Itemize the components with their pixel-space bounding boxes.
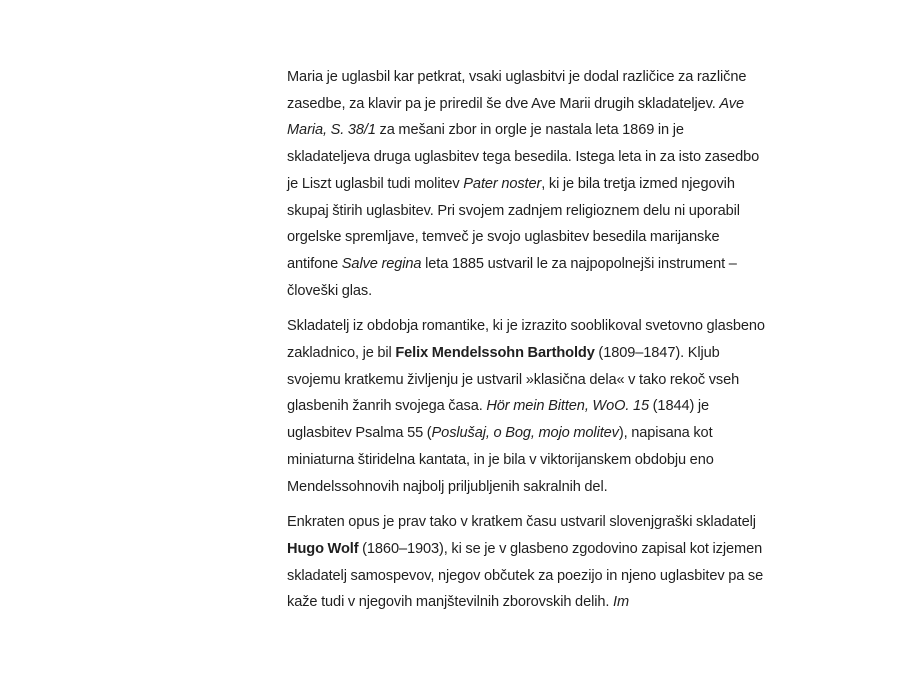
text-run: leta 1885 ustvaril le za najpopolnejši instrument – človeški glas. <box>287 255 737 299</box>
composer-name-mendelssohn: Felix Mendelssohn Bartholdy <box>395 345 595 362</box>
text-run: Enkraten opus je prav tako v kratkem času ustvaril slovenjgraški skladatelj <box>287 514 756 531</box>
text-run: Skladatelj iz obdobja romantike, ki je izrazito sooblikoval svetovno glasbeno zakladnico, je bil <box>287 318 765 362</box>
text-run: ), napisana kot miniaturna štiridelna kantata, in je bila v viktorijanskem obdobju eno Mendelssohnovih najbolj priljubljenih sakralnih del. <box>287 425 714 495</box>
paragraph-wolf <box>287 509 769 616</box>
text-run: (1860–1903), ki se je v glasbeno zgodovino zapisal kot izjemen skladatelj samospevov, njegov občutek za poezijo in njeno uglasbitev pa se kaže tudi v njegovih manjštevilnih zborovskih delih. <box>287 540 764 611</box>
text-run: (1809–1847). Kljub svojemu kratkemu življenju je ustvaril »klasična dela« v tako rekoč vseh glasbenih žanrih svojega časa. <box>287 345 740 415</box>
work-title-poslusaj: Poslušaj, o Bog, mojo molitev <box>431 425 619 442</box>
work-title-hor-mein-bitten: Hör mein Bitten, WoO. 15 <box>486 398 650 415</box>
text-run: za mešani zbor in orgle je nastala leta 1869 in je skladateljeva druga uglasbitev tega besedila. Istega leta in za isto zasedbo je Liszt uglasbil tudi molitev <box>287 122 760 192</box>
article-body <box>287 64 769 625</box>
text-run: , ki je bila tretja izmed njegovih skupaj štirih uglasbitev. Pri svojem zadnjem religioznem delu ni uporabil orgelske spremljave, temveč je svojo uglasbitev besedila marijanske antifone <box>287 175 740 272</box>
work-title-ave-maria: Ave Maria, S. 38/1 <box>287 95 744 139</box>
paragraph-liszt <box>287 64 769 304</box>
work-title-pater-noster: Pater noster <box>463 175 542 192</box>
text-run: Maria je uglasbil kar petkrat, vsaki uglasbitvi je dodal različice za različne zasedbe, za klavir pa je priredil še dve Ave Marii drugih skladateljev. <box>287 69 747 112</box>
composer-name-wolf: Hugo Wolf <box>287 540 359 557</box>
text-run: (1844) je uglasbitev Psalma 55 ( <box>287 398 710 442</box>
paragraph-mendelssohn <box>287 313 769 500</box>
work-title-salve-regina: Salve regina <box>341 255 422 272</box>
work-title-truncated: Im <box>613 594 630 611</box>
